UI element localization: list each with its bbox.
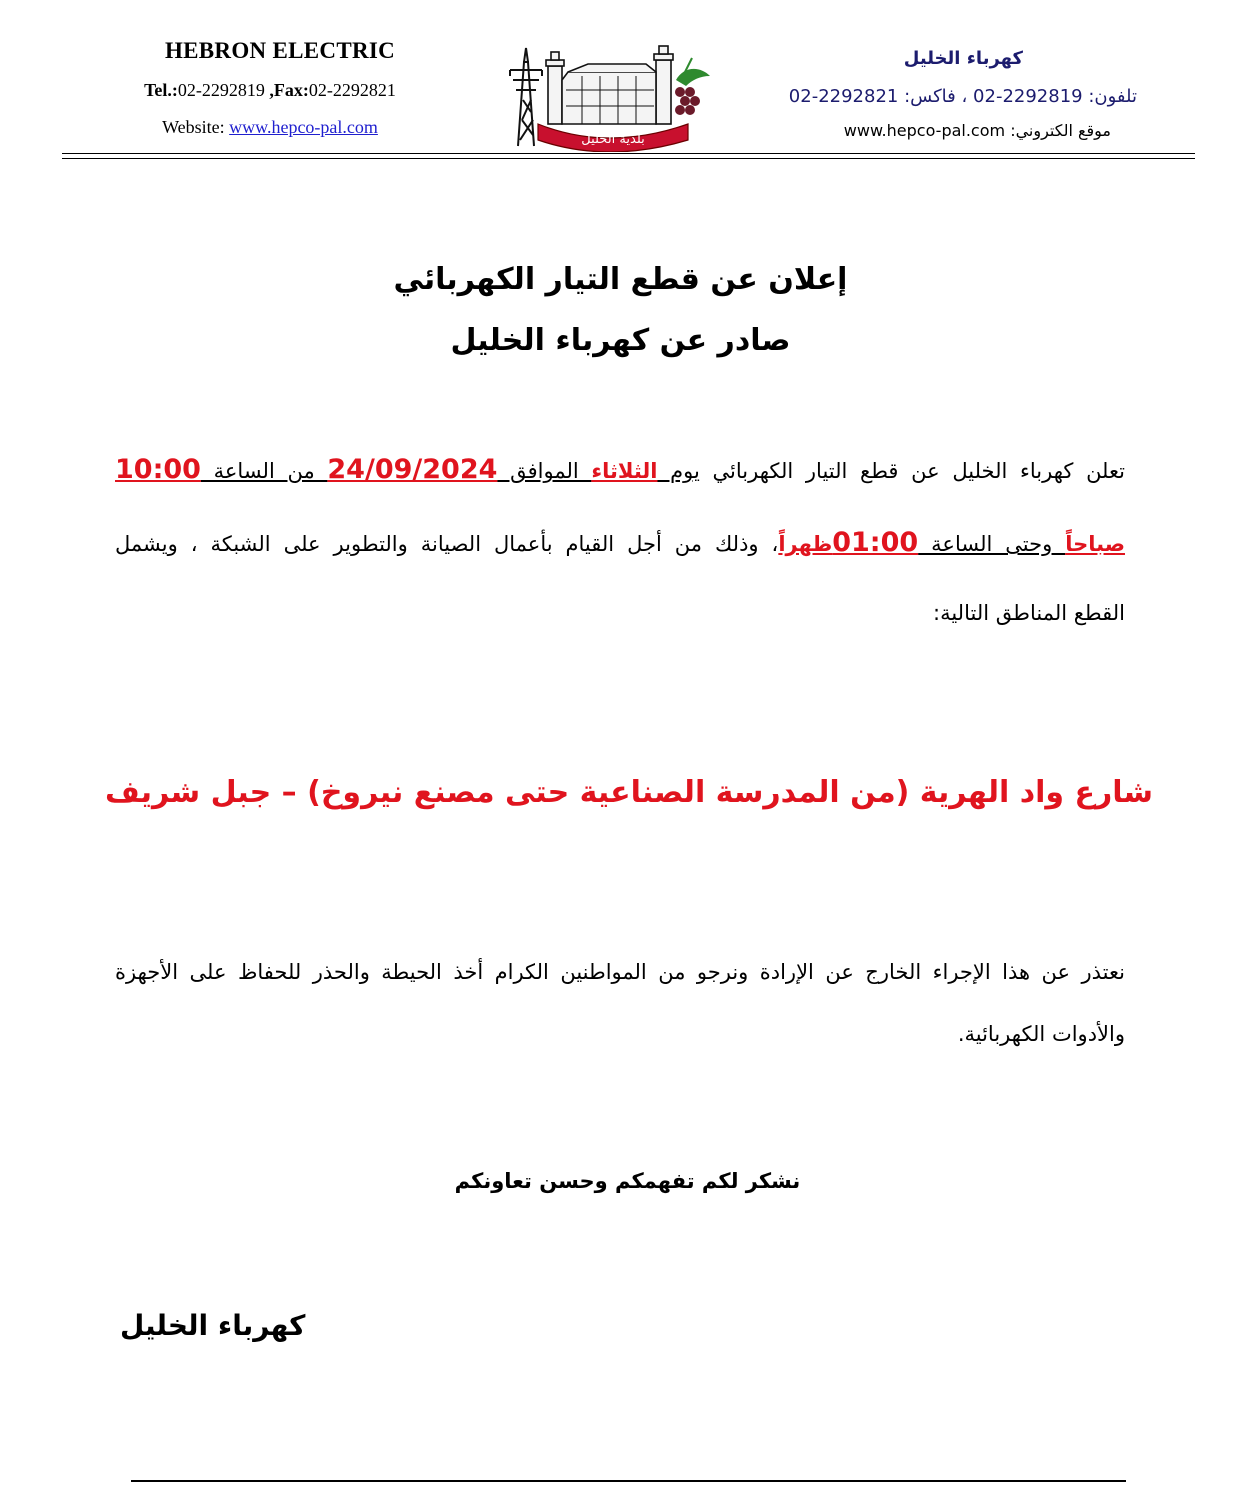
header-rule	[62, 153, 1195, 154]
website-line-en	[100, 117, 440, 138]
apology-line-2: والأدوات الكهربائية.	[957, 1022, 1125, 1046]
outage-end-time: 01:00	[832, 527, 919, 558]
outage-start-period: صباحاً	[1065, 532, 1125, 556]
text-segment: وحتى الساعة	[918, 532, 1066, 556]
text-segment: يوم	[657, 459, 700, 483]
apology-line-1: نعتذر عن هذا الإجراء الخارج عن الإرادة ونرجو من المواطنين الكرام أخذ الحيطة والحذر للحفاظ على الأجهزة	[115, 960, 1125, 984]
company-name-ar: كهرباء الخليل	[903, 48, 1023, 69]
website-label: Website:	[162, 117, 230, 137]
notice-line-2	[115, 527, 1125, 558]
website-line-ar: موقع الكتروني: www.hepco-pal.com	[843, 121, 1111, 140]
contact-line-ar: تلفون: 2292819-02 ، فاكس: 2292821-02	[788, 86, 1137, 107]
municipality-logo	[496, 40, 722, 152]
outage-end-period: ظهراً	[778, 532, 833, 556]
thanks-line: نشكر لكم تفهمكم وحسن تعاونكم	[454, 1169, 801, 1193]
text-segment: الموافق	[497, 459, 592, 483]
tel-number: 02-2292819	[177, 80, 265, 100]
affected-areas: شارع واد الهرية (من المدرسة الصناعية حتى مصنع نيروخ) – جبل شريف	[104, 775, 1154, 810]
signature: كهرباء الخليل	[120, 1309, 306, 1342]
outage-start-time: 10:00	[115, 454, 201, 485]
outage-date: 24/09/2024	[327, 454, 498, 485]
grapes-icon	[675, 58, 710, 115]
text-segment: ، وذلك من أجل القيام بأعمال الصيانة والتطوير على الشبكة ، ويشمل	[115, 532, 779, 556]
outage-day: الثلاثاء	[591, 459, 658, 483]
logo-banner-text: بلدية الخليل	[581, 132, 645, 147]
contact-line-en	[100, 80, 440, 101]
notice-title: إعلان عن قطع التيار الكهربائي	[393, 262, 848, 297]
pylon-icon	[510, 48, 542, 146]
text-segment: من الساعة	[200, 459, 328, 483]
footer-rule	[131, 1480, 1126, 1482]
building-icon	[546, 46, 673, 124]
website-link[interactable]: www.hepco-pal.com	[229, 117, 378, 137]
company-name-en: HEBRON ELECTRIC	[164, 38, 396, 63]
notice-line-1	[115, 454, 1125, 485]
notice-line-3: القطع المناطق التالية:	[933, 601, 1125, 625]
text-segment: تعلن كهرباء الخليل عن قطع التيار الكهربائي	[699, 459, 1125, 483]
fax-number: 02-2292821	[308, 80, 396, 100]
header-rule-thin	[62, 158, 1195, 159]
notice-subtitle: صادر عن كهرباء الخليل	[450, 323, 791, 358]
fax-label: ,Fax:	[264, 80, 309, 100]
tel-label: Tel.:	[144, 80, 178, 100]
